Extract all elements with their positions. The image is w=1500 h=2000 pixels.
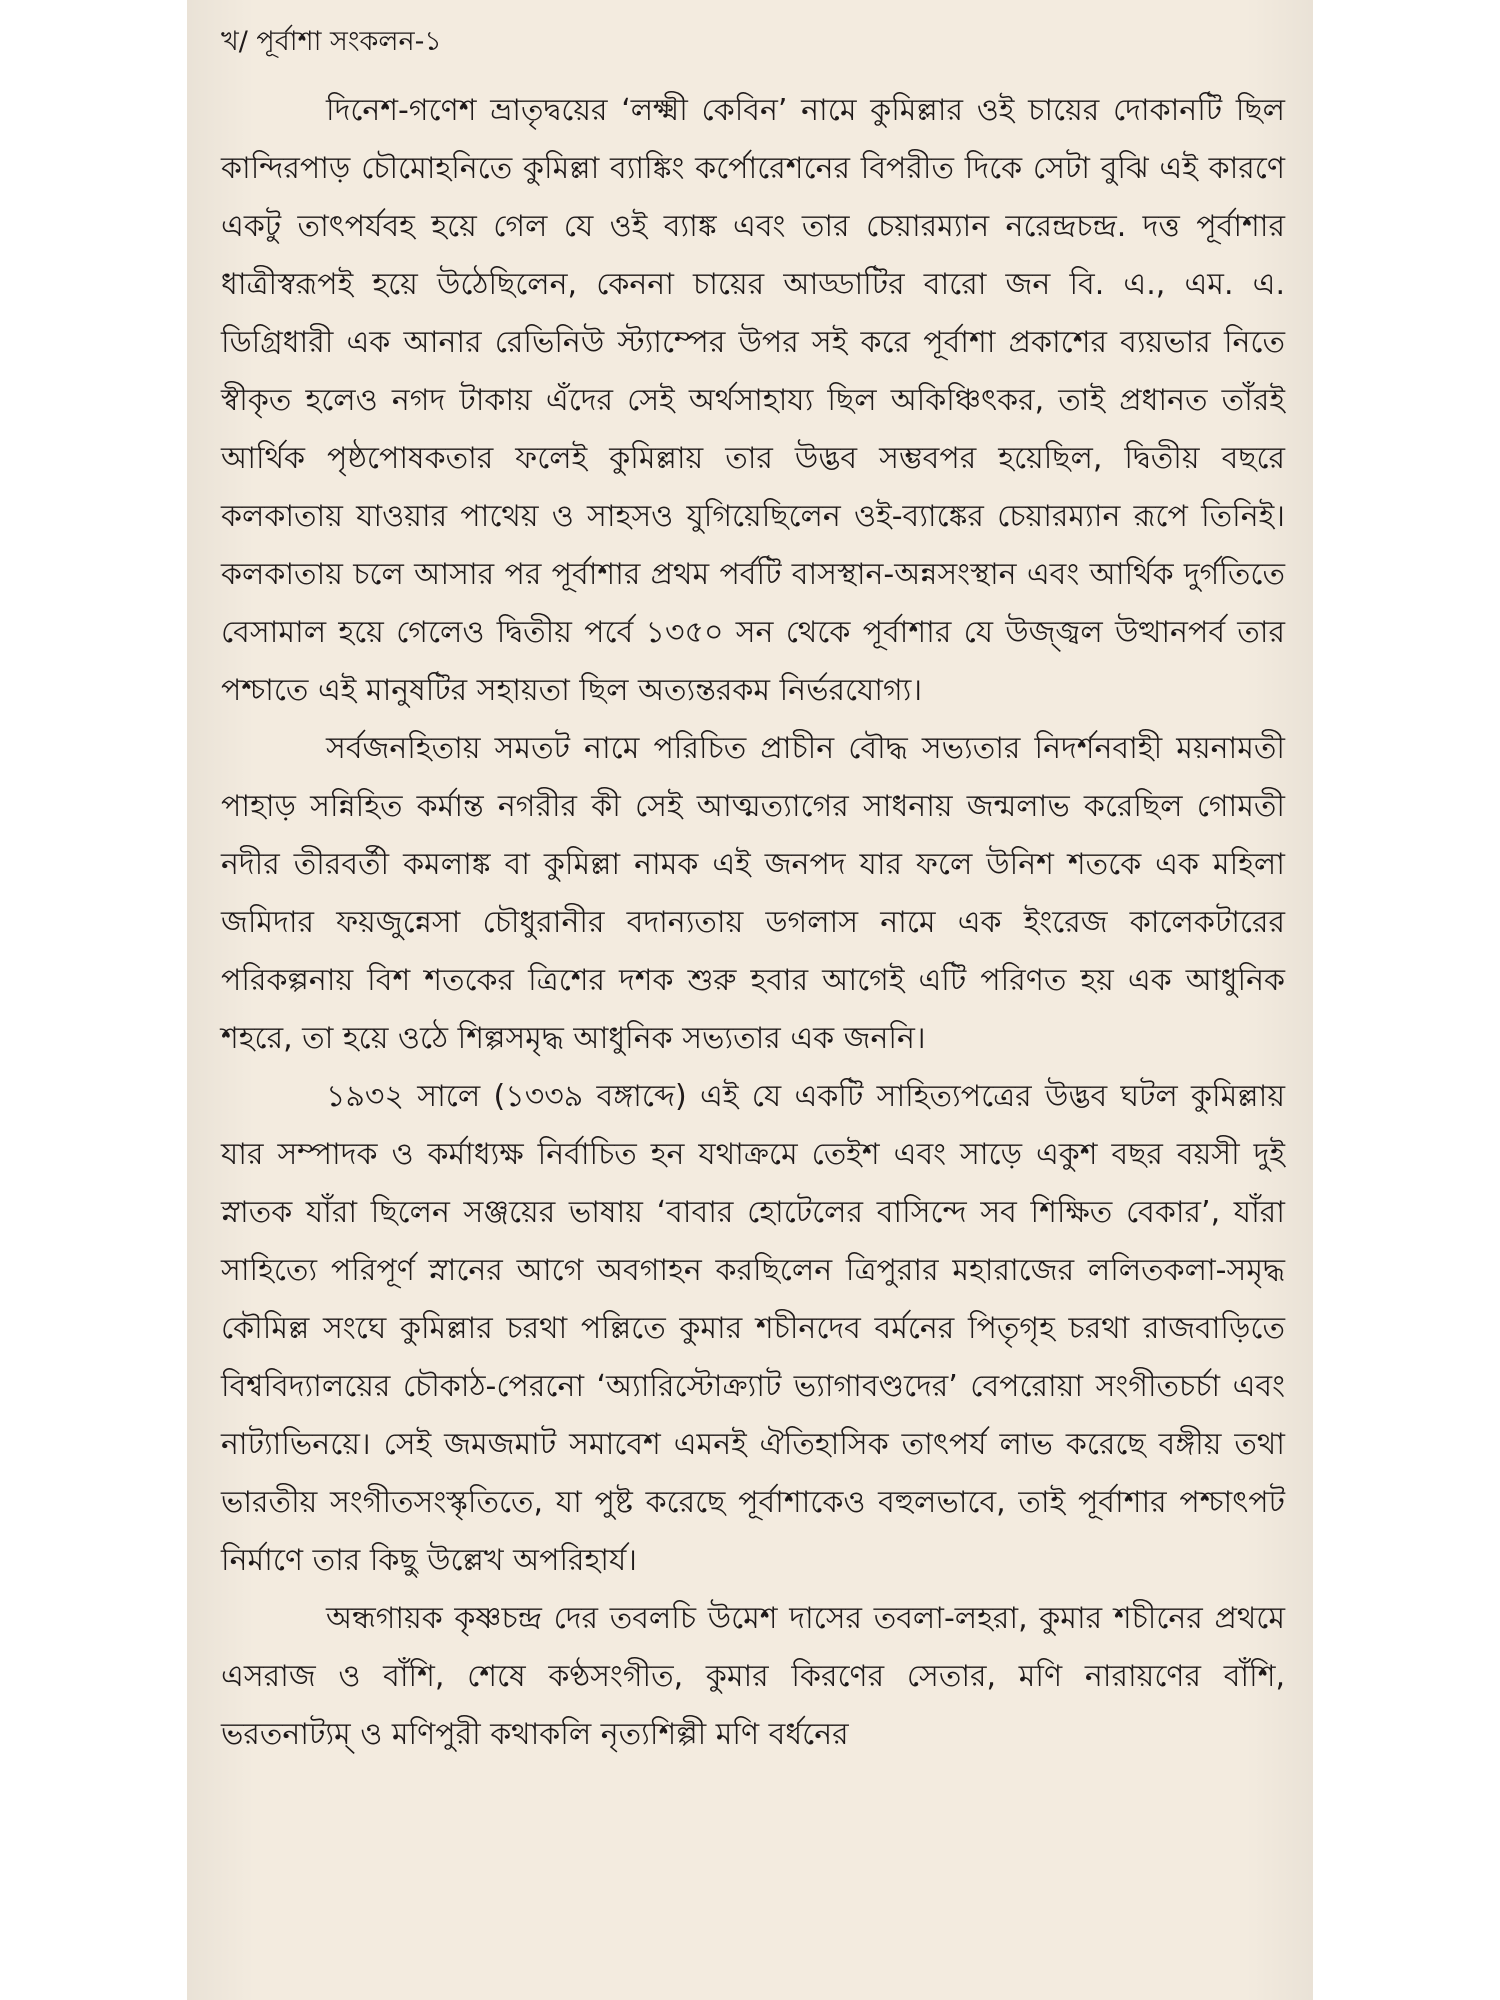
paragraph-2: সর্বজনহিতায় সমতট নামে পরিচিত প্রাচীন বৌদ্ধ সভ্যতার নিদর্শনবাহী ময়নামতী পাহাড় সন্নিহিত কর্মান্ত নগরীর কী সেই আত্মত্যাগের সাধনায় জন্মলাভ করেছিল গোমতী নদীর তীরবর্তী কমলাঙ্ক বা কুমিল্লা নামক এই জনপদ যার ফলে উনিশ শতকে এক মহিলা জমিদার ফয়জুন্নেসা চৌধুরানীর বদান্যতায় ডগলাস নামে এক ইংরেজ কালেকটারের পরিকল্পনায় বিশ শতকের ত্রিশের দশক শুরু হবার আগেই এটি পরিণত হয় এক আধুনিক শহরে, তা হয়ে ওঠে শিল্পসমৃদ্ধ আধুনিক সভ্যতার এক জননি। (221, 731, 1285, 1056)
book-page (187, 0, 1313, 2000)
paragraph-4: অন্ধগায়ক কৃষ্ণচন্দ্র দের তবলচি উমেশ দাসের তবলা-লহরা, কুমার শচীনের প্রথমে এসরাজ ও বাঁশি, শেষে কণ্ঠসংগীত, কুমার কিরণের সেতার, মণি নারায়ণের বাঁশি, ভরতনাট্যম্ ও মণিপুরী কথাকলি নৃত্যশিল্পী মণি বর্ধনের (221, 1601, 1285, 1752)
paragraph-3: ১৯৩২ সালে (১৩৩৯ বঙ্গাব্দে) এই যে একটি সাহিত্যপত্রের উদ্ভব ঘটল কুমিল্লায় যার সম্পাদক ও কর্মাধ্যক্ষ নির্বাচিত হন যথাক্রমে তেইশ এবং সাড়ে একুশ বছর বয়সী দুই স্নাতক যাঁরা ছিলেন সঞ্জয়ের ভাষায় ‘বাবার হোটেলের বাসিন্দে সব শিক্ষিত বেকার’, যাঁরা সাহিত্যে পরিপূর্ণ স্নানের আগে অবগাহন করছিলেন ত্রিপুরার মহারাজের ললিতকলা-সমৃদ্ধ কৌমিল্ল সংঘে কুমিল্লার চরথা পল্লিতে কুমার শচীনদেব বর্মনের পিতৃগৃহ চরথা রাজবাড়িতে বিশ্ববিদ্যালয়ের চৌকাঠ-পেরনো ‘অ্যারিস্টোক্র্যাট ভ্যাগাবণ্ডদের’ বেপরোয়া সংগীতচর্চা এবং নাট্যাভিনয়ে। সেই জমজমাট সমাবেশ এমনই ঐতিহাসিক তাৎপর্য লাভ করেছে বঙ্গীয় তথা ভারতীয় সংগীতসংস্কৃতিতে, যা পুষ্ট করেছে পূর্বাশাকেও বহুলভাবে, তাই পূর্বাশার পশ্চাৎপট নির্মাণে তার কিছু উল্লেখ অপরিহার্য। (221, 1079, 1285, 1578)
running-head: খ/ পূর্বাশা সংকলন-১ (221, 26, 442, 57)
paragraph-1: দিনেশ-গণেশ ভ্রাতৃদ্বয়ের ‘লক্ষ্মী কেবিন’ নামে কুমিল্লার ওই চায়ের দোকানটি ছিল কান্দিরপাড় চৌমোহনিতে কুমিল্লা ব্যাঙ্কিং কর্পোরেশনের বিপরীত দিকে সেটা বুঝি এই কারণে একটু তাৎপর্যবহ হয়ে গেল যে ওই ব্যাঙ্ক এবং তার চেয়ারম্যান নরেন্দ্রচন্দ্র. দত্ত পূর্বাশার ধাত্রীস্বরূপই হয়ে উঠেছিলেন, কেননা চায়ের আড্ডাটির বারো জন বি. এ., এম. এ. ডিগ্রিধারী এক আনার রেভিনিউ স্ট্যাম্পের উপর সই করে পূর্বাশা প্রকাশের ব্যয়ভার নিতে স্বীকৃত হলেও নগদ টাকায় এঁদের সেই অর্থসাহায্য ছিল অকিঞ্চিৎকর, তাই প্রধানত তাঁরই আর্থিক পৃষ্ঠপোষকতার ফলেই কুমিল্লায় তার উদ্ভব সম্ভবপর হয়েছিল, দ্বিতীয় বছরে কলকাতায় যাওয়ার পাথেয় ও সাহসও যুগিয়েছিলেন ওই-ব্যাঙ্কের চেয়ারম্যান রূপে তিনিই। কলকাতায় চলে আসার পর পূর্বাশার প্রথম পর্বটি বাসস্থান-অন্নসংস্থান এবং আর্থিক দুর্গতিতে বেসামাল হয়ে গেলেও দ্বিতীয় পর্বে ১৩৫০ সন থেকে পূর্বাশার যে উজ্জ্বল উত্থানপর্ব তার পশ্চাতে এই মানুষটির সহায়তা ছিল অত্যন্তরকম নির্ভরযোগ্য। (221, 93, 1285, 708)
body-text (221, 82, 1285, 1764)
